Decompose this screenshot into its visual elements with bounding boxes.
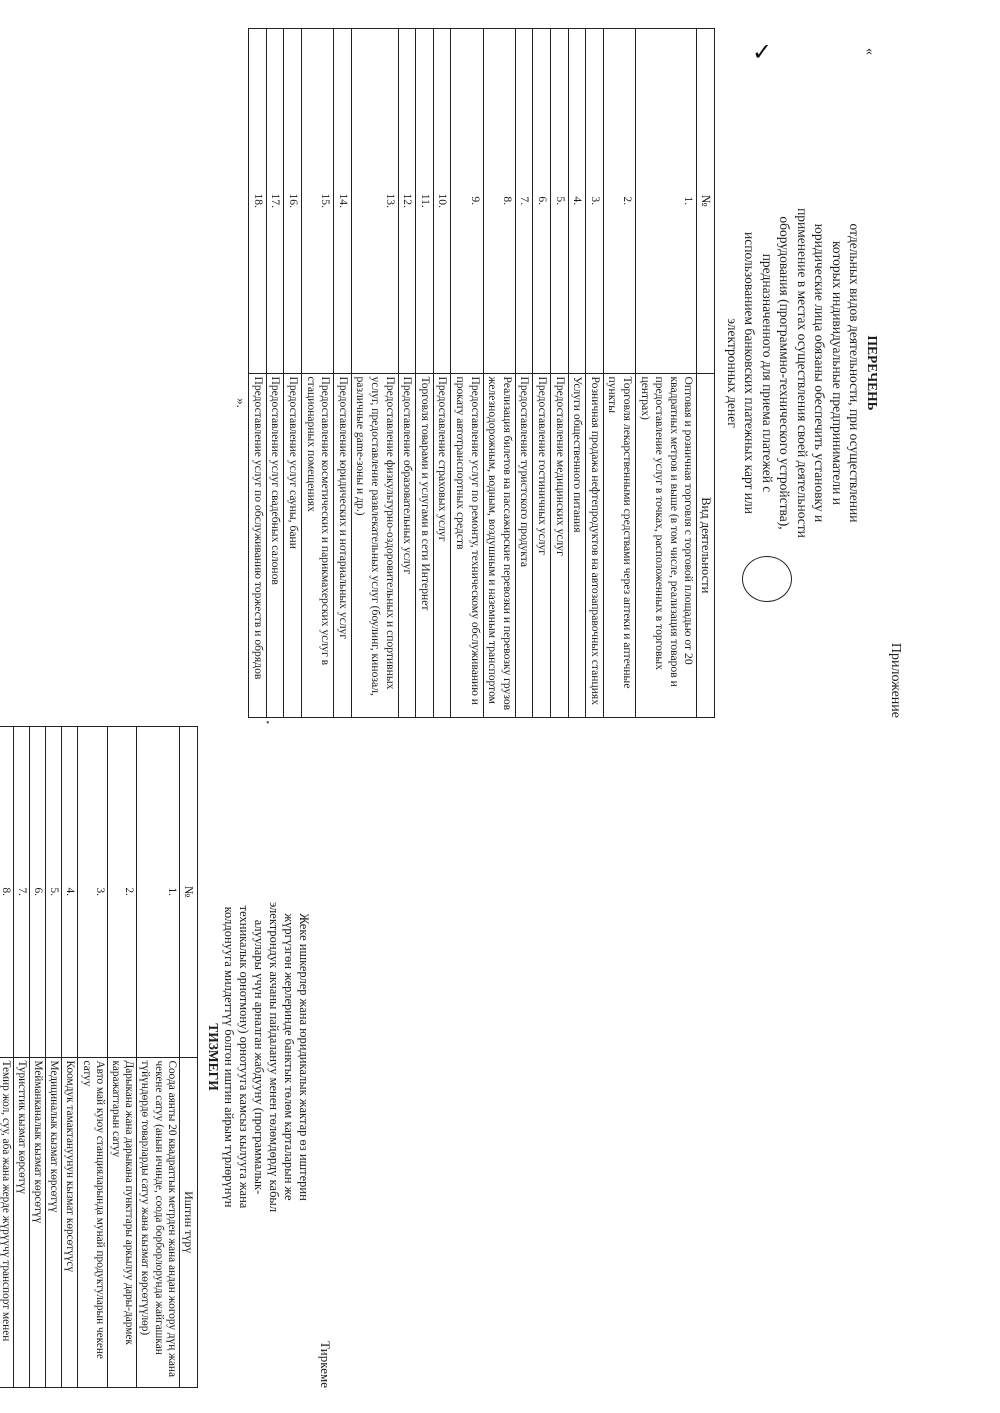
row-number: 7. — [13, 727, 29, 1058]
annex-note: Приложение — [888, 642, 903, 718]
column-header-activity: Иштин түрү — [179, 1057, 197, 1388]
table-row — [550, 29, 568, 718]
heading-line: которых индивидуальные предприниматели и — [830, 241, 845, 505]
row-activity: Предоставление туристского продукта — [515, 373, 533, 718]
row-activity: Туристтик кызмат көрсөтүү — [13, 1057, 29, 1388]
row-number: 16. — [284, 29, 302, 374]
table-row — [13, 727, 29, 1388]
table-header-row — [697, 29, 715, 718]
row-number: 10. — [433, 29, 451, 374]
opening-quote: « — [862, 48, 877, 55]
table-row — [586, 29, 604, 718]
table-header-row — [179, 727, 197, 1388]
table-row — [284, 29, 302, 718]
row-activity: Оптовая и розничная торговля с торговой площадью от 20 квадратных метров и выше (в том числе, реализация товаров и предоставление услуг в точках, расположенных в торговых центрах) — [635, 373, 696, 718]
heading-line: предназначенного для приема платежей с — [760, 253, 775, 493]
row-number: 15. — [302, 29, 334, 374]
table-row — [137, 727, 180, 1388]
document-heading — [724, 28, 882, 718]
document-title: ПЕРЕЧЕНЬ — [865, 335, 880, 411]
table-row — [334, 29, 352, 718]
table-row — [483, 29, 515, 718]
row-number: 8. — [0, 727, 13, 1058]
row-activity: Предоставление гостиничных услуг — [533, 373, 551, 718]
row-activity: Медициналык кызмат көрсөтүү — [45, 1057, 61, 1388]
heading-line: отдельных видов деятельности, при осуществлении — [847, 223, 863, 523]
heading-line: техникалык орнотмону) орнотууга камсыз кылууга жана — [237, 905, 251, 1209]
row-number: 13. — [351, 29, 398, 374]
table-row — [266, 29, 284, 718]
heading-line: оборудования (программно-технического устройства), — [777, 216, 793, 530]
table-row — [351, 29, 398, 718]
row-number: 4. — [568, 29, 586, 374]
heading-line: алуулары үчүн арналган жабдууну (программалык- — [252, 919, 266, 1195]
row-number: 8. — [483, 29, 515, 374]
row-activity: Дарыкана жана дарыкана пункттары аркылуу дары-дармек каражаттарын сатуу — [107, 1057, 136, 1388]
row-number: 14. — [334, 29, 352, 374]
row-activity: Темир жол, суу, аба жана жерде жүрүүчү транспорт менен — [0, 1057, 13, 1388]
annex-note: Тиркеме — [318, 1341, 333, 1388]
row-activity: Предоставление физкультурно-оздоровительных и спортивных услуг, предоставление развлекательных услуг (боулинг, кинозал, различные game-зоны и др.) — [351, 373, 398, 718]
row-activity: Торговля лекарственными средствами через аптеки и аптечные пункты — [603, 373, 635, 718]
row-number: 2. — [107, 727, 136, 1058]
document-heading — [206, 726, 311, 1388]
row-activity: Предоставление страховых услуг — [433, 373, 451, 718]
table-row — [0, 727, 13, 1388]
row-activity: Соода аянты 20 квадраттык метрден жана андан жогору дүң жана чекене сатуу (анын ичинде, соода борборлорунда жайгашкан түйүндөрдө товарларды сатуу жана кызмат көрсөтүүлөр) — [137, 1057, 180, 1388]
russian-annex-page — [234, 28, 905, 718]
handwritten-check-mark-icon: ✓ — [752, 38, 773, 66]
row-activity: Торговля товарами и услугами в сети Интернет — [416, 373, 434, 718]
table-row — [533, 29, 551, 718]
row-number: 3. — [586, 29, 604, 374]
column-header-number: № — [179, 727, 197, 1058]
table-row — [603, 29, 635, 718]
row-activity: Предоставление услуг по ремонту, техническому обслуживанию и прокату автотранспортных средств — [451, 373, 483, 718]
row-activity: Предоставление косметических и парикмахерских услуг в стационарных помещениях — [302, 373, 334, 718]
table-row — [398, 29, 416, 718]
kyrgyz-annex-page — [0, 726, 335, 1388]
table-row — [416, 29, 434, 718]
column-header-activity: Вид деятельности — [697, 373, 715, 718]
row-activity: Предоставление услуг по обслуживанию торжеств и обрядов — [249, 373, 267, 718]
row-number: 4. — [62, 727, 78, 1058]
heading-line: юридические лица обязаны обеспечить установку и — [812, 223, 828, 523]
row-activity: Реализация билетов на пассажирские перевозки и перевозку грузов железнодорожным, водным, воздушным и наземным транспортом — [483, 373, 515, 718]
row-activity: Коомдук тамактануунун кызмат көрсөтүүсү — [62, 1057, 78, 1388]
table-row — [45, 727, 61, 1388]
row-number: 3. — [78, 727, 107, 1058]
heading-line: использованием банковских платежных карт или — [742, 232, 758, 514]
row-activity: Мейманканалык кызмат көрсөтүү — [29, 1057, 45, 1388]
row-activity: Предоставление медицинских услуг — [550, 373, 568, 718]
row-number: 12. — [398, 29, 416, 374]
table-row — [62, 727, 78, 1388]
heading-line: применение в местах осуществления своей деятельности — [795, 208, 810, 538]
row-activity: Предоставление юридических и нотариальных услуг — [334, 373, 352, 718]
table-row — [78, 727, 107, 1388]
scan-speck-icon: • — [266, 718, 270, 729]
row-number: 1. — [635, 29, 696, 374]
table-row — [302, 29, 334, 718]
heading-line: колдонууга милдеттүү болгон иштин айрым түрлөрүнүн — [222, 906, 236, 1208]
handwritten-circle-mark-icon — [742, 556, 792, 602]
row-activity: Предоставление услуг свадебных салонов — [266, 373, 284, 718]
closing-quote: ». — [234, 398, 250, 408]
table-row — [635, 29, 696, 718]
row-activity: Услуги общественного питания — [568, 373, 586, 718]
document-title: ТИЗМЕГИ — [206, 1023, 221, 1091]
row-number: 11. — [416, 29, 434, 374]
row-number: 6. — [533, 29, 551, 374]
table-row — [29, 727, 45, 1388]
heading-line: Жеке ишкерлер жана юридикалык жактар өз иштерин — [297, 913, 311, 1201]
row-activity: Розничная продажа нефтепродуктов на автозаправочных станциях — [586, 373, 604, 718]
table-row — [568, 29, 586, 718]
row-number: 7. — [515, 29, 533, 374]
row-number: 1. — [137, 727, 180, 1058]
activities-table — [0, 726, 198, 1388]
row-activity: Предоставление образовательных услуг — [398, 373, 416, 718]
row-number: 5. — [550, 29, 568, 374]
row-activity: Предоставление услуг сауны, бани — [284, 373, 302, 718]
row-number: 5. — [45, 727, 61, 1058]
heading-line: жүргүзгөн жерлеринде банктык төлөм карталарын же — [282, 913, 296, 1201]
row-number: 17. — [266, 29, 284, 374]
table-row — [515, 29, 533, 718]
heading-line: электрондук акчаны пайдалануу менен төлөмдөрдү кабыл — [267, 901, 281, 1213]
row-number: 2. — [603, 29, 635, 374]
heading-line: электронных денег — [725, 318, 740, 428]
row-activity: Авто май куюу станцияларында мунай продуктуларын чекене сатуу — [78, 1057, 107, 1388]
column-header-number: № — [697, 29, 715, 374]
table-row — [433, 29, 451, 718]
table-row — [107, 727, 136, 1388]
row-number: 18. — [249, 29, 267, 374]
table-row — [249, 29, 267, 718]
row-number: 9. — [451, 29, 483, 374]
activities-table — [248, 28, 715, 718]
table-row — [451, 29, 483, 718]
row-number: 6. — [29, 727, 45, 1058]
